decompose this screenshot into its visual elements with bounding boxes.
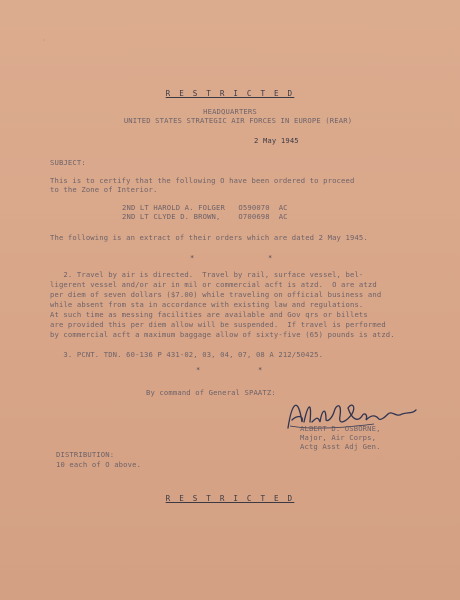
separator-star: * — [196, 366, 201, 374]
signer-name: ALBERT D. OSBORNE, — [300, 424, 381, 433]
paragraph-line: 3. PCNT. TDN. 60-136 P 431-02, 03, 04, 07, 08 A 212/50425. — [50, 350, 324, 359]
certify-line-1: This is to certify that the following O have been ordered to proceed — [50, 176, 355, 185]
paragraph-line: are provided this per diem allow will be suspended. If travel is performed — [50, 320, 386, 329]
command-line: UNITED STATES STRATEGIC AIR FORCES IN EUROPE (REAR) — [123, 116, 353, 125]
paragraph-line: ligerent vessel and/or air in mil or commercial acft is atzd. O are atzd — [50, 280, 377, 289]
distribution-value: 10 each of O above. — [56, 460, 142, 469]
paragraph-line: per diem of seven dollars ($7.00) while traveling on official business and — [50, 290, 382, 299]
signer-title: Actg Asst Adj Gen. — [300, 442, 381, 451]
command-authority: By command of General SPAATZ: — [146, 388, 276, 397]
page-mark: · — [42, 37, 46, 44]
headquarters-line: HEADQUARTERS — [203, 107, 257, 116]
paragraph-line: while absent from sta in accordance with existing law and regulations. — [50, 300, 364, 309]
classification-top: R E S T R I C T E D — [165, 89, 295, 98]
separator-star: * — [268, 254, 273, 262]
subject-label: SUBJECT: — [50, 158, 86, 167]
officer-1: 2ND LT HAROLD A. FOLGER O590070 AC — [122, 203, 288, 212]
certify-line-2: to the Zone of Interior. — [50, 185, 158, 194]
extract-line: The following is an extract of their orders which are dated 2 May 1945. — [50, 233, 368, 242]
paragraph-line: 2. Travel by air is directed. Travel by rail, surface vessel, bel- — [50, 270, 364, 279]
distribution-label: DISTRIBUTION: — [56, 450, 115, 459]
paragraph-line: At such time as messing facilities are available and Gov qrs or billets — [50, 310, 368, 319]
signer-rank: Major, Air Corps, — [300, 433, 377, 442]
paragraph-line: by commercial acft a maximum baggage allow of sixty-five (65) pounds is atzd. — [50, 330, 395, 339]
separator-star: * — [258, 366, 263, 374]
order-date: 2 May 1945 — [254, 136, 299, 145]
classification-bottom: R E S T R I C T E D — [165, 494, 295, 503]
separator-star: * — [190, 254, 195, 262]
officer-2: 2ND LT CLYDE D. BROWN, O700698 AC — [122, 212, 288, 221]
